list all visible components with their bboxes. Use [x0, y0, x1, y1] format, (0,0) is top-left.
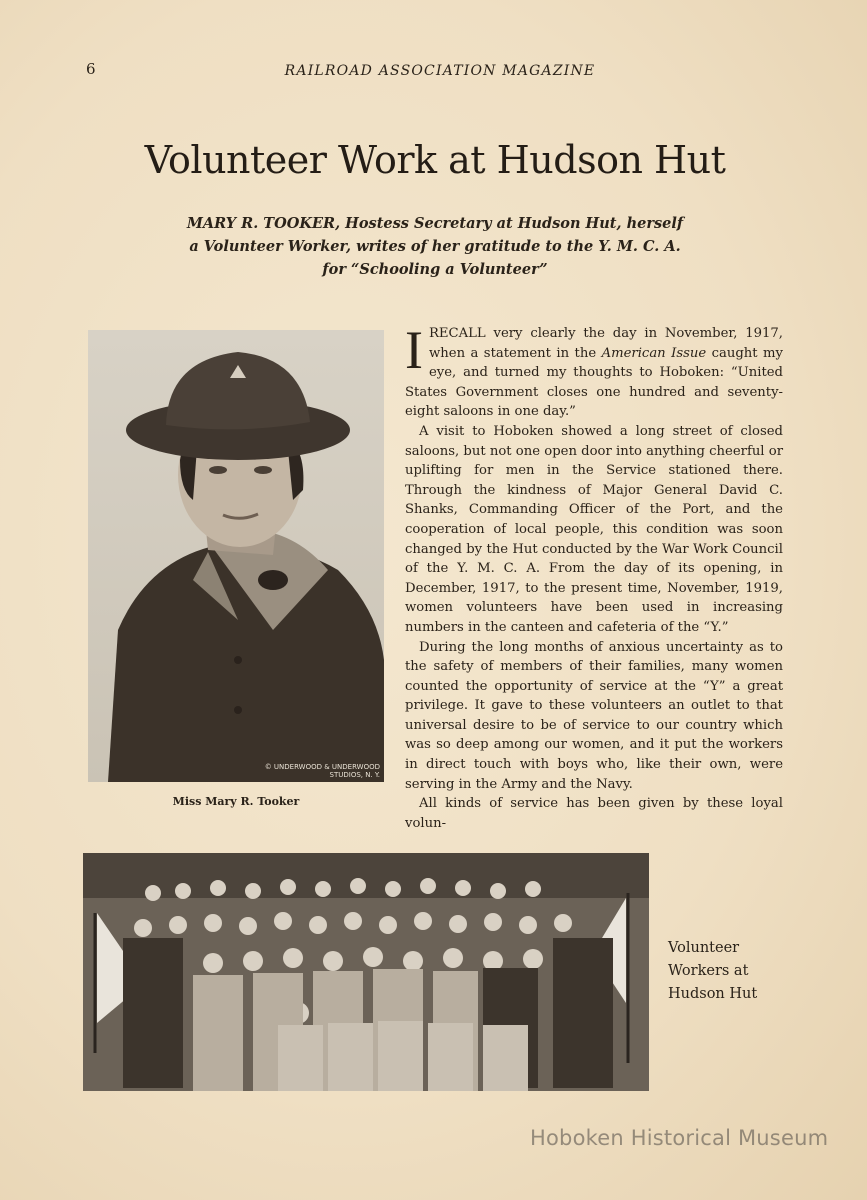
paragraph-1-end: caught my eye, and turned my thoughts to Hoboken: “United States Government closes one hundred and seventy-eight saloons in one day.”	[405, 345, 783, 420]
group-caption-line-1: Volunteer	[668, 940, 740, 956]
portrait-illustration	[88, 330, 384, 782]
article-paragraph-1	[405, 320, 783, 422]
group-photo	[83, 853, 649, 1091]
photo-credit	[265, 763, 380, 779]
running-head: RAILROAD ASSOCIATION MAGAZINE	[284, 63, 596, 79]
portrait-caption: Miss Mary R. Tooker	[172, 795, 300, 808]
photo-credit-line-1: © UNDERWOOD & UNDERWOOD	[264, 763, 380, 771]
paragraph-1-publication: American Issue	[601, 345, 707, 361]
group-caption-line-2: Workers at	[668, 963, 749, 979]
article-paragraph-3: During the long months of anxious uncertainty as to the safety of members of their families, many women counted the opportunity of service at the “Y” a great privilege. It gave to these volunteers an outlet to that universal desire to be of service to our country which was so deep among our women, and it put the workers in direct touch with boys who, like their own, were serving in the Army and the Navy.	[405, 639, 783, 792]
article-paragraph-2: A visit to Hoboken showed a long street of closed saloons, but not one open door into anything cheerful or uplifting for men in the Service stationed there. Through the kindness of Major General David C. Shanks, Commanding Officer of the Port, and the cooperation of local people, this condition was soon changed by the Hut conducted by the War Work Council of the Y. M. C. A. From the day of its opening, in December, 1917, to the present time, November, 1919, women volunteers have been used in increasing numbers in the canteen and cafeteria of the “Y.”	[405, 423, 783, 635]
drop-cap: I	[405, 320, 423, 380]
article-body	[405, 320, 783, 833]
portrait-photo	[88, 330, 384, 782]
article-subtitle: MARY R. TOOKER, Hostess Secretary at Hudson Hut, herself a Volunteer Worker, writes of her gratitude to the Y. M. C. A. for “Schooling a Volunteer”	[186, 215, 684, 278]
article-paragraph-4: All kinds of service has been given by these loyal volun-	[405, 796, 783, 831]
paragraph-1-start: RECALL very clearly the day in November, 1917, when a statement in the	[428, 326, 783, 361]
museum-watermark: Hoboken Historical Museum	[530, 1126, 829, 1150]
group-caption-line-3: Hudson Hut	[668, 986, 758, 1002]
group-photo-illustration	[83, 853, 649, 1091]
photo-credit-line-2: STUDIOS, N. Y.	[329, 771, 380, 779]
group-photo-caption	[668, 937, 757, 1006]
page-number: 6	[86, 60, 96, 78]
article-title: Volunteer Work at Hudson Hut	[144, 138, 726, 182]
